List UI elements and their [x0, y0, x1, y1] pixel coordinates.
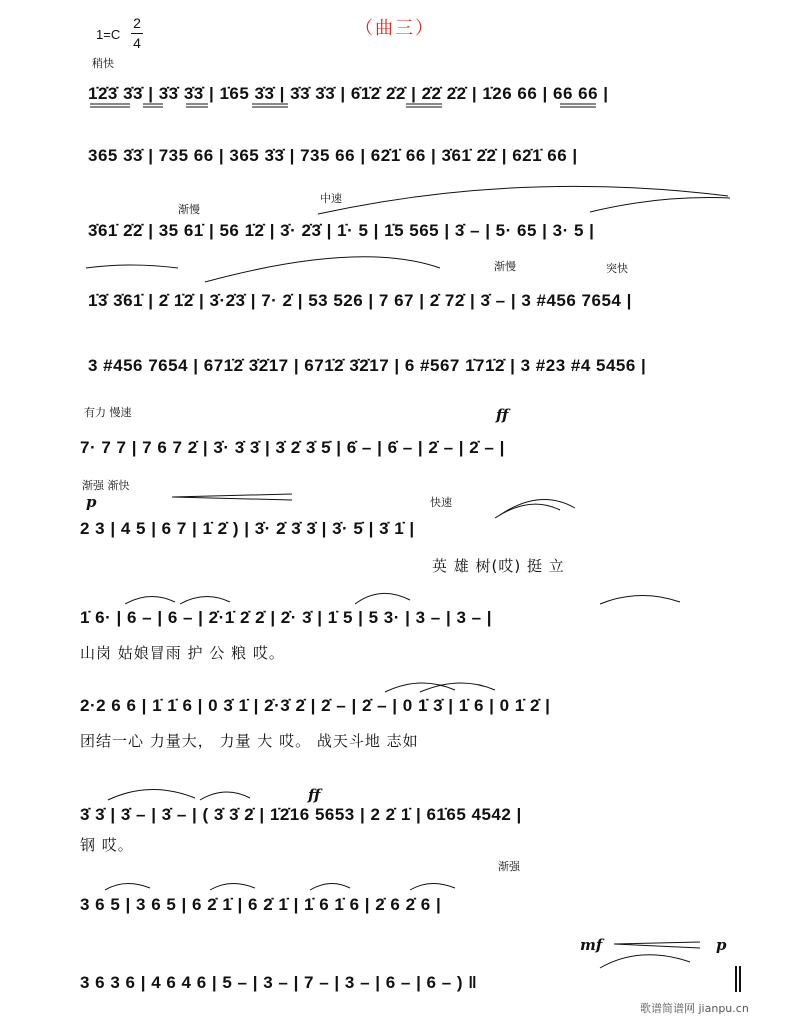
- notation-row-8: 1̇ 6· | 6 – | 6 – | 2̇·1̇ 2̇ 2̇ | 2̇· 3̇ | 1̇ 5 | 5 3· | 3 – | 3 – |: [80, 608, 493, 627]
- tempo-mark: 渐强: [498, 860, 520, 873]
- tempo-mark: 有力 慢速: [84, 406, 132, 419]
- lyrics-line-1: 英 雄 树(哎) 挺 立: [432, 557, 565, 575]
- notation-row-10: 3̇ 3̇ | 3̇ – | 3̇ – | ( 3̇ 3̇ 2̇ | 1̇2̇16 5653 | 2 2̇ 1̇ | 61̇65 4542 |: [80, 805, 522, 824]
- notation-row-4: 1̇3̇ 3̇61̇ | 2̇ 1̇2̇ | 3̇·2̇3̇ | 7· 2̇ | 53 526 | 7 67 | 2̇ 72̇ | 3̇ – | 3 #456 7654 |: [88, 291, 632, 310]
- notation-row-6: 7· 7 7 | 7 6 7 2̇ | 3̇· 3̇ 3̇ | 3̇ 2̇ 3̇ 5̇ | 6̇ – | 6̇ – | 2̇ – | 2̇ – |: [80, 438, 505, 457]
- lyrics-line-2: 山岗 姑娘冒雨 护 公 粮 哎。: [80, 644, 285, 662]
- dynamic-p: p: [86, 493, 97, 511]
- tempo-mark: 突快: [606, 262, 628, 275]
- dynamic-ff: ff: [308, 786, 321, 804]
- tempo-mark: 中速: [320, 192, 342, 205]
- notation-row-3: 3̇61̇ 2̇2̇ | 35 61̇ | 56 1̇2̇ | 3̇· 2̇3̇ | 1̇· 5 | 1̇5 565 | 3̇ – | 5· 65 | 3· 5 |: [88, 221, 595, 240]
- tempo-mark: 渐慢: [494, 260, 516, 273]
- dynamic-mf: mf: [580, 936, 603, 954]
- tempo-mark: 渐强 渐快: [82, 479, 130, 492]
- notation-row-9: 2·2 6 6 | 1̇ 1̇ 6 | 0 3̇ 1̇ | 2̇·3̇ 2̇ | 2̇ – | 2̇ – | 0 1̇ 3̇ | 1̇ 6 | 0 1̇ 2̇ |: [80, 696, 551, 715]
- notation-row-11: 3 6 5 | 3 6 5 | 6 2̇ 1̇ | 6 2̇ 1̇ | 1̇ 6 1̇ 6 | 2̇ 6 2̇ 6 |: [80, 895, 442, 914]
- dynamic-p: p: [716, 936, 727, 954]
- time-signature-bottom: 4: [133, 35, 141, 51]
- lyrics-line-3: 团结一心 力量大， 力量 大 哎。 战天斗地 志如: [80, 732, 419, 750]
- tempo-mark: 稍快: [92, 57, 114, 70]
- notation-row-5: 3 #456 7654 | 671̇2̇ 3̇2̇17 | 671̇2̇ 3̇2̇17 | 6 #567 1̇71̇2̇ | 3 #23 #4 5456 |: [88, 356, 647, 375]
- notation-row-12: 3 6 3 6 | 4 6 4 6 | 5 – | 3 – | 7 – | 3 – | 6 – | 6 – ) ‖: [80, 973, 478, 992]
- key-signature: 1=C: [96, 27, 121, 42]
- dynamic-ff: ff: [496, 406, 509, 424]
- lyrics-line-4: 钢 哎。: [80, 836, 134, 854]
- notation-row-7: 2 3 | 4 5 | 6 7 | 1̇ 2̇ ) | 3̇· 2̇ 3̇ 3̇ | 3̇· 5̇ | 3̇ 1̇ |: [80, 519, 415, 538]
- time-signature-top: 2: [133, 15, 141, 31]
- notation-row-1: 1̇2̇3̇ 3̇3̇ | 3̇3̇ 3̇3̇ | 1̇65 3̇3̇ | 3̇3̇ 3̇3̇ | 6̇1̇2̇ 2̇2̇ | 2̇2̇ 2̇2̇ | 1̇26 66 | 66 66 |: [88, 84, 609, 103]
- watermark: 歌谱简谱网 jianpu.cn: [640, 1002, 749, 1015]
- page-title: （曲三）: [355, 18, 435, 39]
- notation-row-2: 365 3̇3̇ | 735 66 | 365 3̇3̇ | 735 66 | 62̇1̇ 66 | 3̇61̇ 2̇2̇ | 62̇1̇ 66 |: [88, 146, 578, 165]
- tempo-mark: 渐慢: [178, 203, 200, 216]
- tempo-mark: 快速: [430, 496, 452, 509]
